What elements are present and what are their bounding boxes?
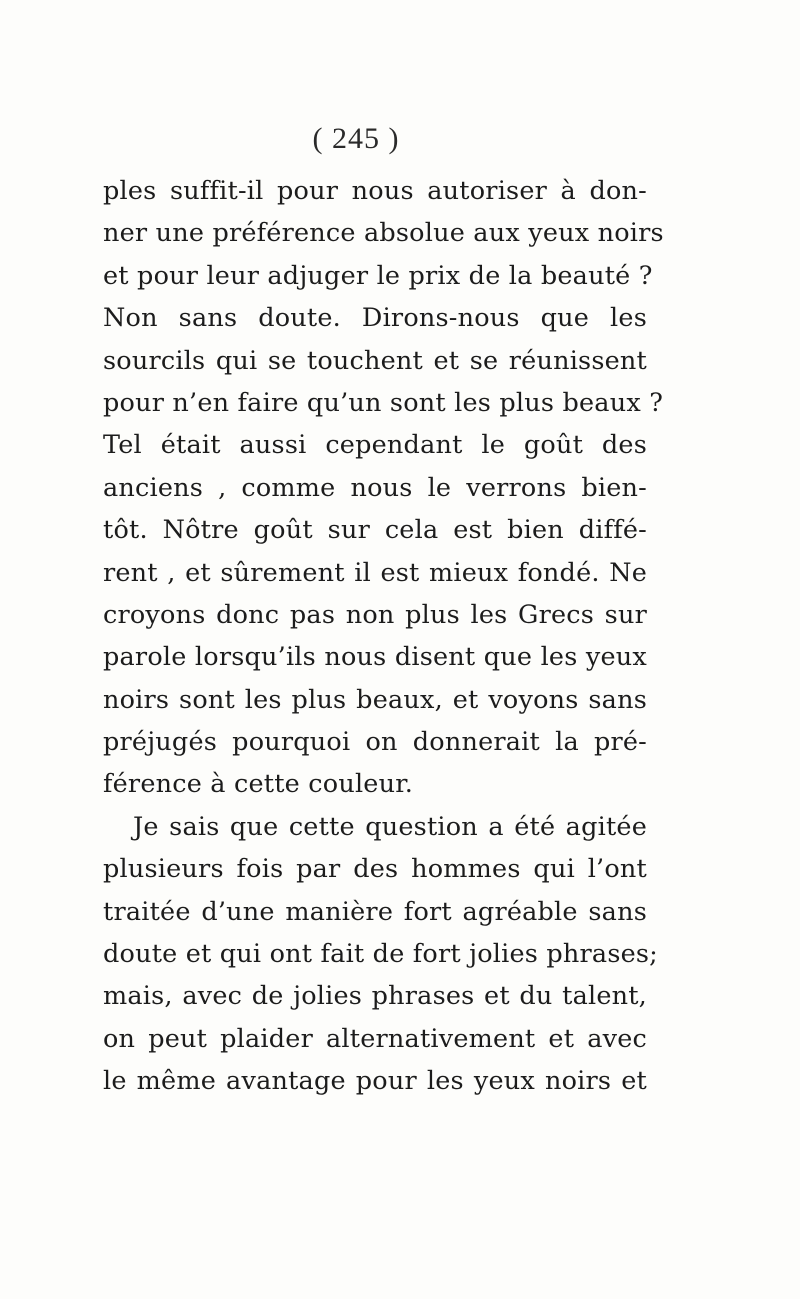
- text-line: pour n’en faire qu’un sont les plus beaux ?: [103, 387, 664, 418]
- text-line: mais, avec de jolies phrases et du talent,: [103, 981, 647, 1012]
- body-text: [103, 170, 664, 1103]
- text-line: noirs sont les plus beaux, et voyons sans: [103, 684, 647, 715]
- text-line: Je sais que cette question a été agitée: [133, 811, 647, 842]
- text-line: le même avantage pour les yeux noirs et: [103, 1066, 647, 1097]
- text-line: doute et qui ont fait de fort jolies phrases;: [103, 939, 658, 970]
- text-line: férence à cette couleur.: [103, 769, 414, 800]
- text-line: et pour leur adjuger le prix de la beauté ?: [103, 260, 653, 291]
- text-line: rent , et sûrement il est mieux fondé. Ne: [103, 557, 647, 588]
- text-line: préjugés pourquoi on donnerait la pré-: [103, 727, 647, 758]
- text-line: ner une préférence absolue aux yeux noirs: [103, 218, 664, 249]
- text-line: croyons donc pas non plus les Grecs sur: [103, 599, 647, 630]
- paragraph-2: [103, 806, 658, 1103]
- text-line: Non sans doute. Dirons-nous que les: [103, 303, 647, 334]
- page-number: ( 245 ): [312, 122, 400, 155]
- text-line: parole lorsqu’ils nous disent que les yeux: [103, 642, 647, 673]
- text-line: plusieurs fois par des hommes qui l’ont: [103, 854, 647, 885]
- text-line: tôt. Nôtre goût sur cela est bien diffé-: [103, 515, 647, 546]
- text-line: Tel était aussi cependant le goût des: [103, 430, 647, 461]
- text-line: sourcils qui se touchent et se réunissent: [103, 345, 647, 376]
- paragraph-1: [103, 170, 664, 806]
- text-line: ples suffit-il pour nous autoriser à don-: [103, 176, 647, 206]
- text-line: traitée d’une manière fort agréable sans: [103, 896, 647, 927]
- text-line: on peut plaider alternativement et avec: [103, 1023, 647, 1054]
- text-line: anciens , comme nous le verrons bien-: [103, 472, 647, 503]
